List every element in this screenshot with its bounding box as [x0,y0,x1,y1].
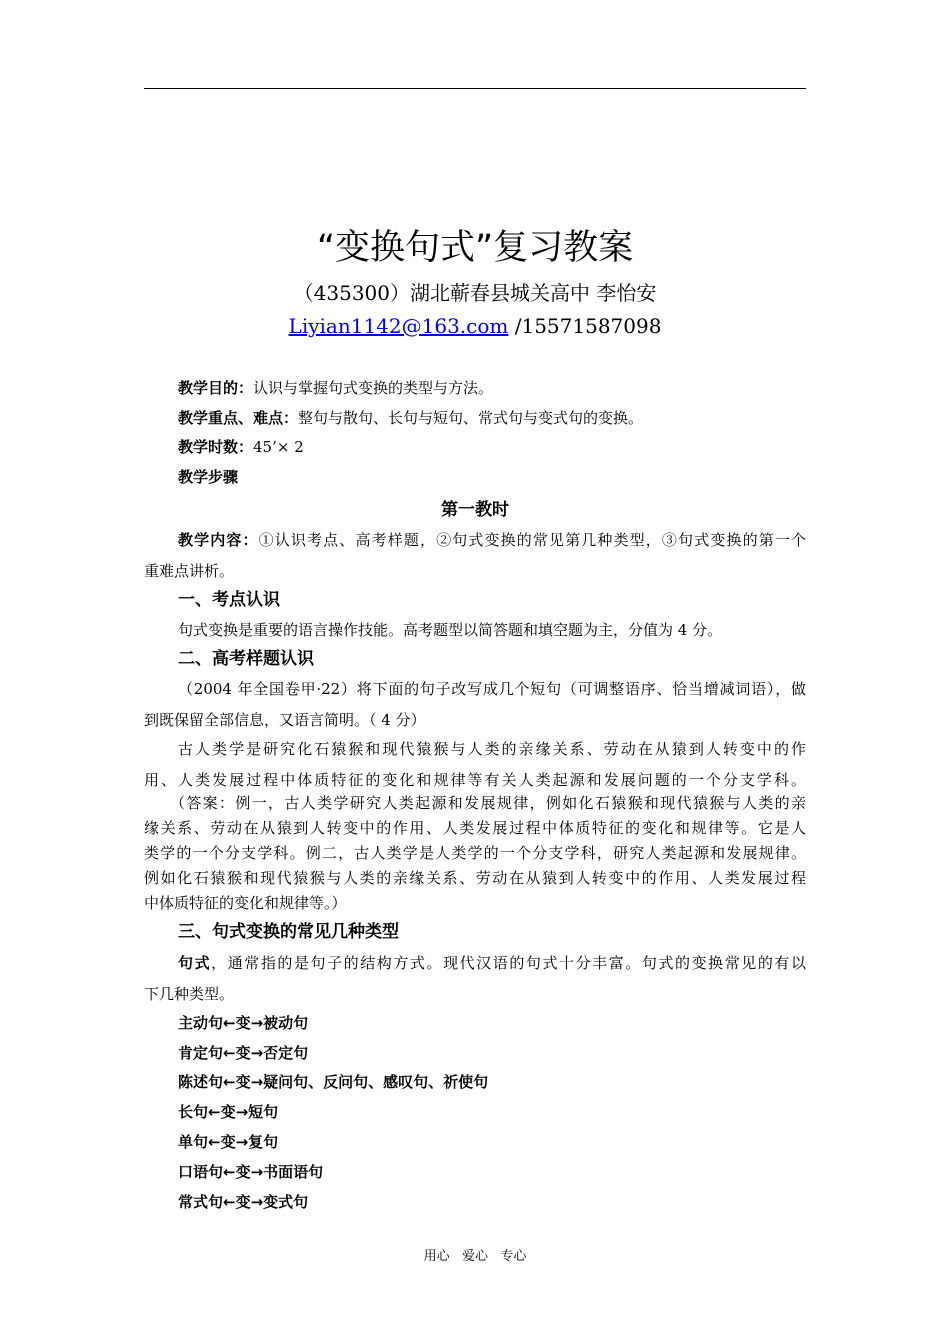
focus-line [178,408,806,428]
content-text-1: ①认识考点、高考样题，②句式变换的常见第几种类型，③句式变换的第一个 [258,531,806,549]
type-item: 口语句←变→书面语句 [178,1163,324,1181]
section-2-title: 二、高考样题认识 [178,649,314,669]
section-3-title: 三、句式变换的常见几种类型 [178,922,399,942]
sentence-line-1: 古人类学是研究化石猿猴和现代猿猴与人类的亲缘关系、劳动在从猿到人转变中的作 [178,740,806,758]
time-line [178,437,806,457]
author-line: （435300）湖北蕲春县城关高中 李怡安 [293,281,657,305]
question-line-2: 到既保留全部信息，又语言简明。（ 4 分） [144,711,426,729]
header-rule [144,88,806,89]
email-link[interactable]: Liyian1142@163.com [288,314,509,338]
answer-line: 缘关系、劳动在从猿到人转变中的作用、人类发展过程中体质特征的变化和规律等。它是人 [144,819,806,837]
goal-label: 教学目的： [178,379,254,397]
content-line-2: 重难点讲析。 [144,562,235,580]
page-title: “变换句式”复习教案 [316,228,634,268]
goal-text: 认识与掌握句式变换的类型与方法。 [253,379,494,397]
section-3-line-2: 下几种类型。 [144,985,235,1003]
section-1-text: 句式变换是重要的语言操作技能。高考题型以简答题和填空题为主，分值为 4 分。 [178,621,723,639]
contact-line [0,312,950,340]
content-line-1 [178,530,806,550]
section-3-line-1 [178,953,806,973]
time-label: 教学时数： [178,438,254,456]
type-item: 长句←变→短句 [178,1103,279,1121]
goal-line [178,378,806,398]
section-3-text-1: ，通常指的是句子的结构方式。现代汉语的句式十分丰富。句式的变换常见的有以 [211,954,806,972]
steps-label: 教学步骤 [178,468,239,486]
phone-number: /15571587098 [508,314,662,338]
type-item: 陈述句←变→疑问句、反问句、感叹句、祈使句 [178,1073,489,1091]
focus-label: 教学重点、难点： [178,409,299,427]
answer-line: 类学的一个分支学科。例二，古人类学是人类学的一个分支学科，研究人类起源和发展规律。 [144,844,806,862]
type-item: 单句←变→复句 [178,1133,279,1151]
page-footer: 用心 爱心 专心 [423,1249,527,1264]
focus-text: 整句与散句、长句与短句、常式句与变式句的变换。 [298,409,644,427]
type-item: 主动句←变→被动句 [178,1014,309,1032]
sentence-pattern-label: 句式 [178,954,212,972]
answer-line: 中体质特征的变化和规律等。） [144,894,347,912]
answer-line: （答案：例一，古人类学研究人类起源和发展规律，例如化石猿猴和现代猿猴与人类的亲 [170,794,806,812]
lesson-heading: 第一教时 [441,500,509,520]
section-1-title: 一、考点认识 [178,590,280,610]
question-line-1: （2004 年全国卷甲·22）将下面的句子改写成几个短句（可调整语序、恰当增减词语），做 [178,680,806,698]
answer-line: 例如化石猿猴和现代猿猴与人类的亲缘关系、劳动在从猿到人转变中的作用、人类发展过程 [144,869,806,887]
time-text: 45’× 2 [253,438,304,456]
sentence-line-2: 用、人类发展过程中体质特征的变化和规律等有关人类起源和发展问题的一个分支学科。 [144,771,806,789]
type-item: 肯定句←变→否定句 [178,1044,309,1062]
content-label: 教学内容： [178,531,259,549]
type-item: 常式句←变→变式句 [178,1193,309,1211]
